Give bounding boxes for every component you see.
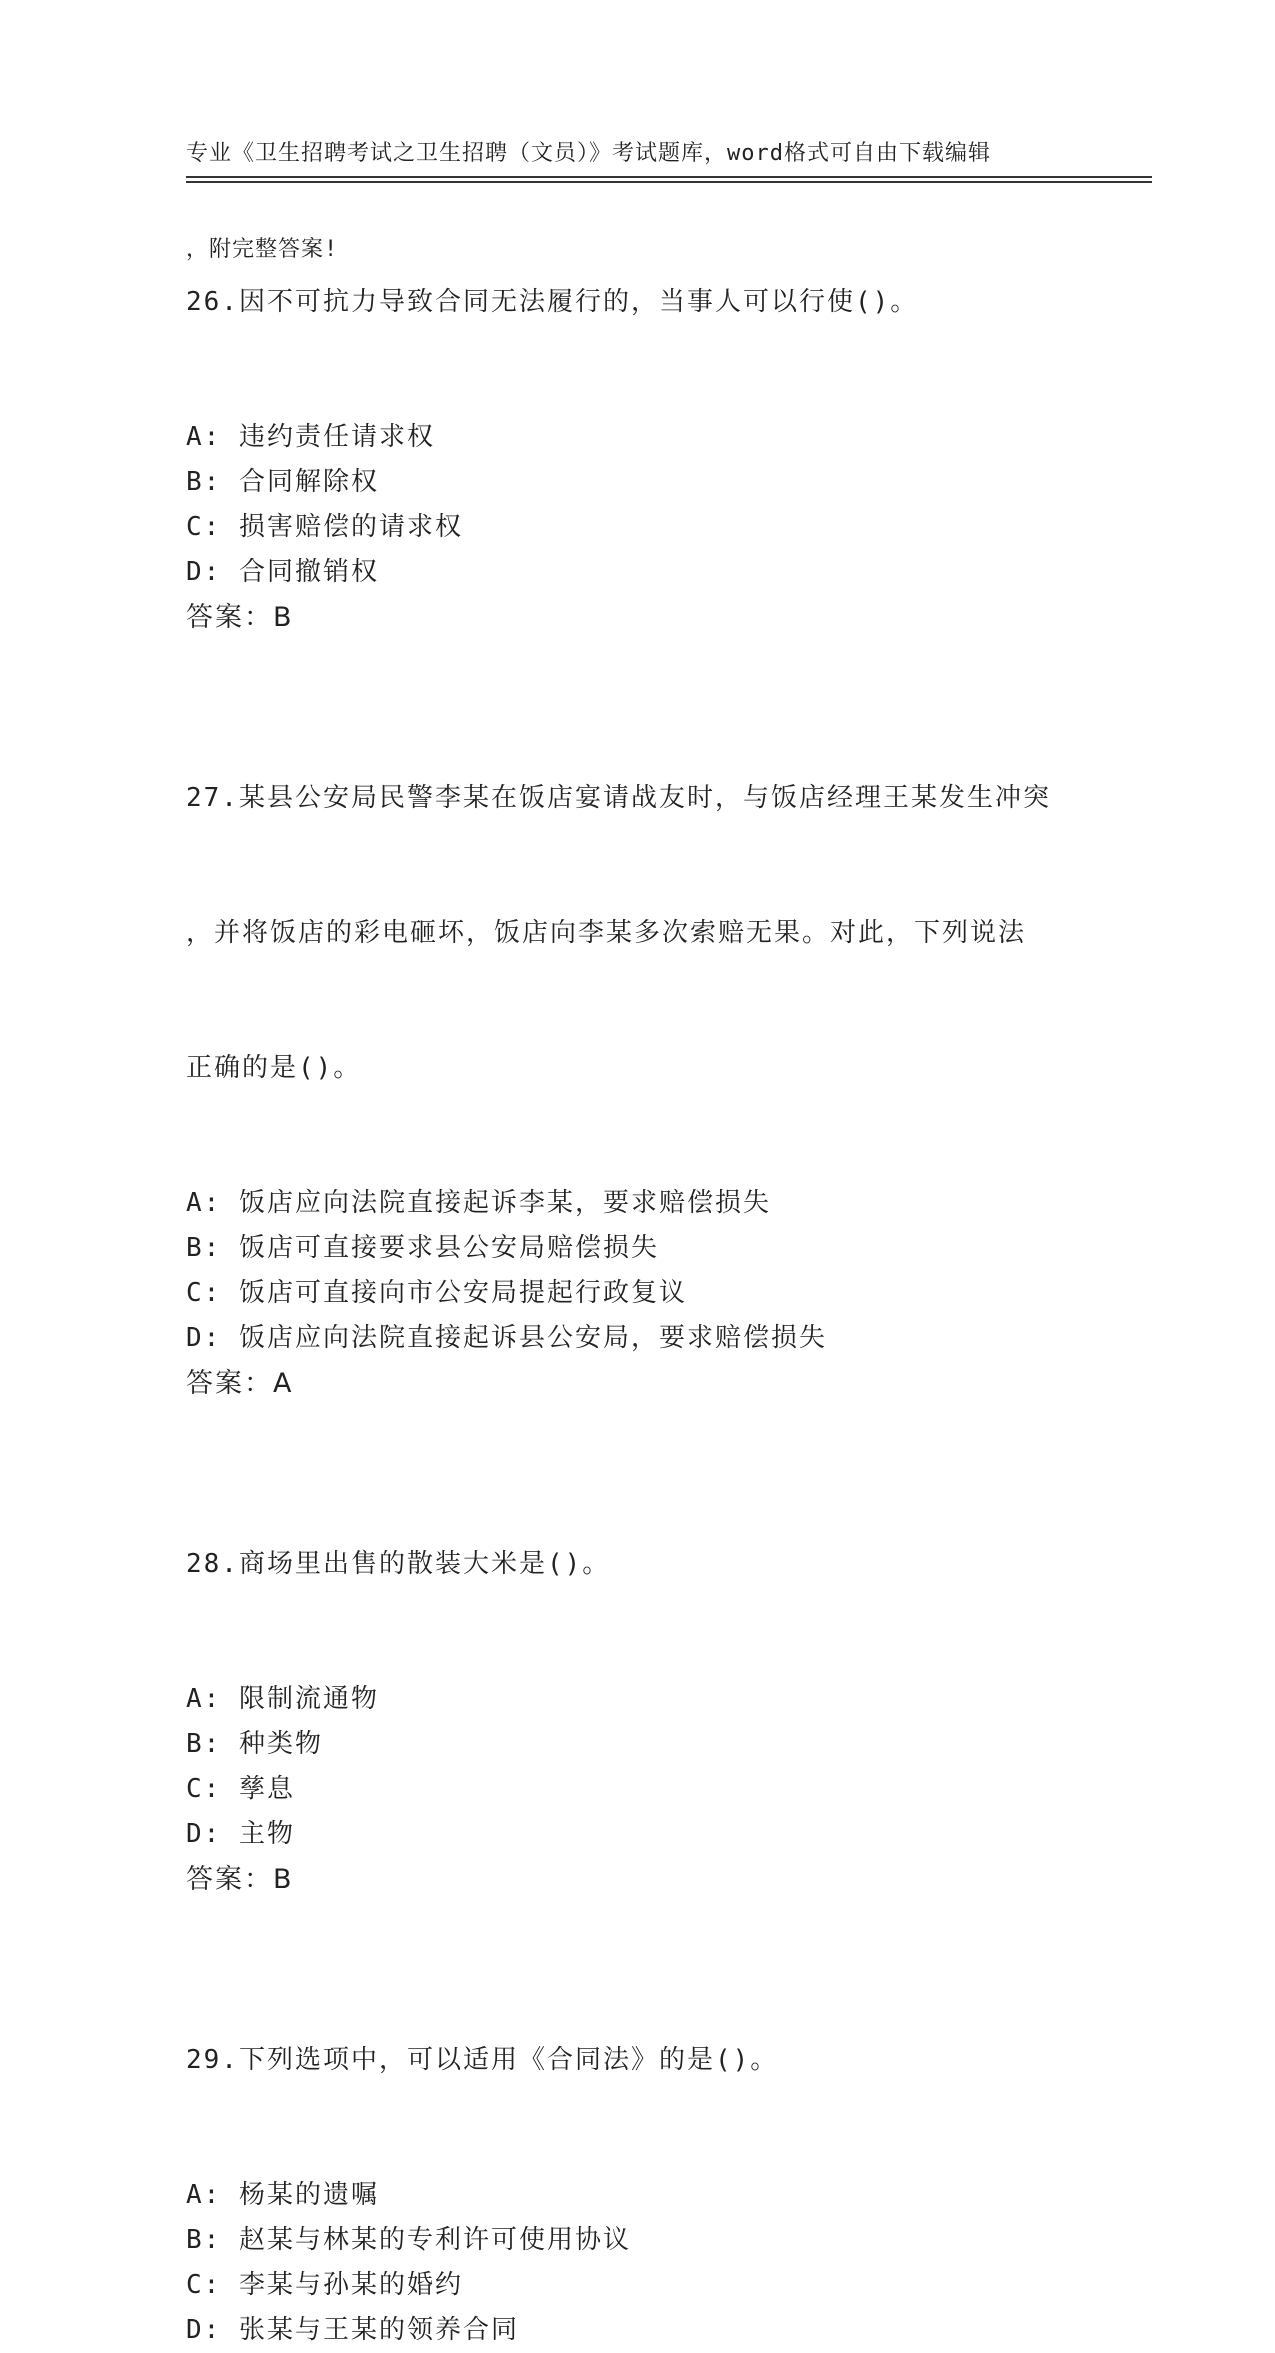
question-28 xyxy=(186,1452,1086,1902)
option-a: A: 杨某的遗嘱 xyxy=(186,2180,379,2210)
question-stem xyxy=(186,190,1066,415)
header-line-2: ，附完整答案! xyxy=(186,237,339,262)
question-stem-line: ，并将饭店的彩电砸坏，饭店向李某多次索赔无果。对此，下列说法 xyxy=(186,918,1027,948)
question-stem-line: 27.某县公安局民警李某在饭店宴请战友时，与饭店经理王某发生冲突 xyxy=(186,783,1051,813)
header-divider-top xyxy=(186,176,1152,178)
option-b: B: 赵某与林某的专利许可使用协议 xyxy=(186,2225,631,2255)
answer-line: 答案：A xyxy=(186,1368,294,1399)
question-26 xyxy=(186,190,1086,640)
question-29 xyxy=(186,1948,1086,2353)
option-b: B: 合同解除权 xyxy=(186,467,379,497)
question-stem xyxy=(186,686,1066,1181)
option-d: D: 主物 xyxy=(186,1819,295,1849)
option-a: A: 违约责任请求权 xyxy=(186,422,435,452)
header-divider-bottom xyxy=(186,181,1152,183)
option-b: B: 种类物 xyxy=(186,1729,323,1759)
option-a: A: 饭店应向法院直接起诉李某，要求赔偿损失 xyxy=(186,1188,771,1218)
question-stem-line: 26.因不可抗力导致合同无法履行的，当事人可以行使()。 xyxy=(186,287,919,317)
option-d: D: 张某与王某的领养合同 xyxy=(186,2315,519,2345)
answer-line: 答案：B xyxy=(186,1864,294,1895)
option-c: C: 饭店可直接向市公安局提起行政复议 xyxy=(186,1278,687,1308)
question-stem xyxy=(186,1452,1066,1677)
option-d: D: 合同撤销权 xyxy=(186,557,379,587)
question-27 xyxy=(186,686,1086,1406)
option-d: D: 饭店应向法院直接起诉县公安局，要求赔偿损失 xyxy=(186,1323,827,1353)
answer-line: 答案：B xyxy=(186,602,294,633)
option-a: A: 限制流通物 xyxy=(186,1684,379,1714)
option-c: C: 损害赔偿的请求权 xyxy=(186,512,463,542)
question-list xyxy=(186,190,1086,2353)
option-c: C: 孳息 xyxy=(186,1774,295,1804)
option-b: B: 饭店可直接要求县公安局赔偿损失 xyxy=(186,1233,659,1263)
option-c: C: 李某与孙某的婚约 xyxy=(186,2270,463,2300)
question-stem xyxy=(186,1948,1066,2173)
question-stem-line: 28.商场里出售的散装大米是()。 xyxy=(186,1549,611,1579)
header-line-1: 专业《卫生招聘考试之卫生招聘（文员）》考试题库，word格式可自由下载编辑 xyxy=(186,141,991,166)
question-stem-line: 正确的是()。 xyxy=(186,1053,362,1083)
question-stem-line: 29.下列选项中，可以适用《合同法》的是()。 xyxy=(186,2045,779,2075)
